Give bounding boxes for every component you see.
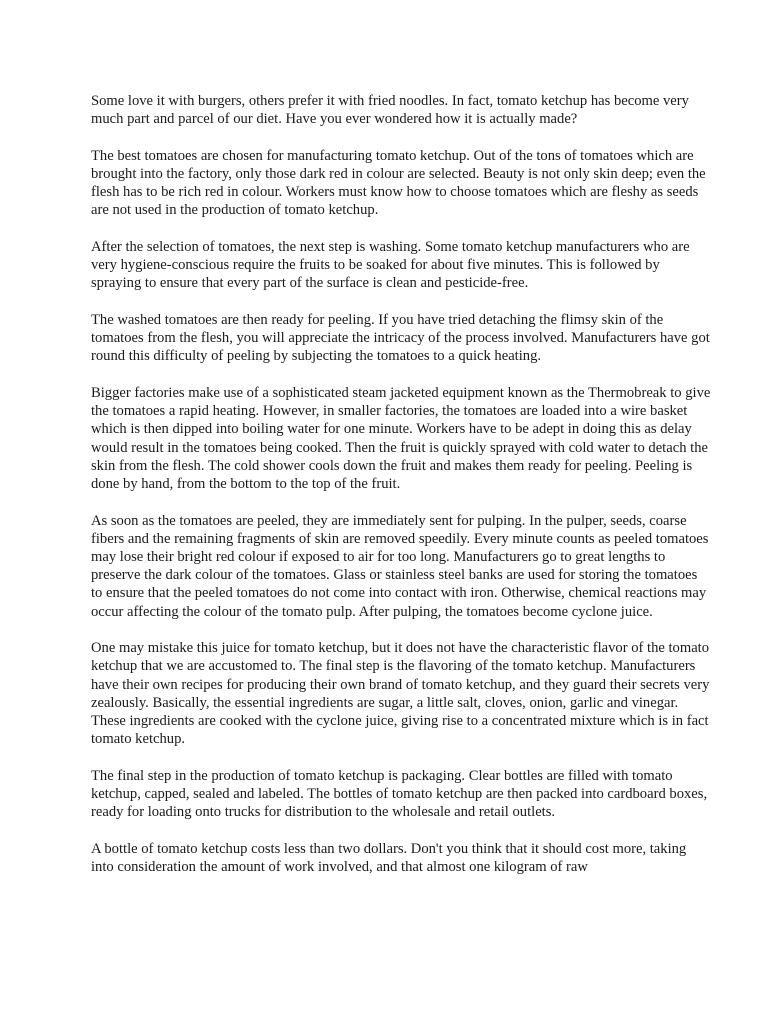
- paragraph-peeling: The washed tomatoes are then ready for peeling. If you have tried detaching the flimsy skin of the tomatoes from the flesh, you will appreciate the intricacy of the process involved. Manufacturers have got round this difficulty of peeling by subjecting the tomatoes to a quick heating.: [91, 312, 710, 365]
- paragraph-washing: After the selection of tomatoes, the next step is washing. Some tomato ketchup manufacturers who are very hygiene-conscious require the fruits to be soaked for about five minutes. This is followed by spraying to ensure that every part of the surface is clean and pesticide-free.: [91, 239, 690, 292]
- paragraph-packaging: The final step in the production of tomato ketchup is packaging. Clear bottles are filled with tomato ketchup, capped, sealed and labeled. The bottles of tomato ketchup are then packed into cardboard boxes, ready for loading onto trucks for distribution to the wholesale and retail outlets.: [91, 767, 708, 821]
- paragraph-cost: A bottle of tomato ketchup costs less than two dollars. Don't you think that it should cost more, taking into consideration the amount of work involved, and that almost one kilogram of raw: [91, 840, 687, 876]
- paragraph-intro: Some love it with burgers, others prefer it with fried noodles. In fact, tomato ketchup has become very much part and parcel of our diet. Have you ever wondered how it is actually made?: [91, 93, 689, 128]
- paragraph-heating: Bigger factories make use of a sophisticated steam jacketed equipment known as the Thermobreak to give the tomatoes a rapid heating. However, in smaller factories, the tomatoes are loaded into a wire basket which is then dipped into boiling water for one minute. Workers have to be adept in doing this as delay would result in the tomatoes being cooked. Then the fruit is quickly sprayed with cold water to detach the skin from the flesh. The cold shower cools down the fruit and makes them ready for peeling. Peeling is done by hand, from the bottom to the top of the fruit.: [91, 385, 711, 493]
- paragraph-pulping: As soon as the tomatoes are peeled, they are immediately sent for pulping. In the pulper, seeds, coarse fibers and the remaining fragments of skin are removed speedily. Every minute counts as peeled tomatoes may lose their bright red colour if exposed to air for too long. Manufacturers go to great lengths to preserve the dark colour of the tomatoes. Glass or stainless steel banks are used for storing the tomatoes to ensure that the peeled tomatoes do not come into contact with iron. Otherwise, chemical reactions may occur affecting the colour of the tomato pulp. After pulping, the tomatoes become cyclone juice.: [91, 512, 709, 620]
- paragraph-selection: The best tomatoes are chosen for manufacturing tomato ketchup. Out of the tons of tomatoes which are brought into the factory, only those dark red in colour are selected. Beauty is not only skin deep; even the flesh has to be rich red in colour. Workers must know how to choose tomatoes which are fleshy as seeds are not used in the production of tomato ketchup.: [91, 147, 706, 219]
- paragraph-flavoring: One may mistake this juice for tomato ketchup, but it does not have the characteristic flavor of the tomato ketchup that we are accustomed to. The final step is the flavoring of the tomato ketchup. Manufacturers have their own recipes for producing their own brand of tomato ketchup, and they guard their secrets very zealously. Basically, the essential ingredients are sugar, a little salt, cloves, onion, garlic and vinegar. These ingredients are cooked with the cyclone juice, giving rise to a concentrated mixture which is in fact tomato ketchup.: [91, 640, 710, 748]
